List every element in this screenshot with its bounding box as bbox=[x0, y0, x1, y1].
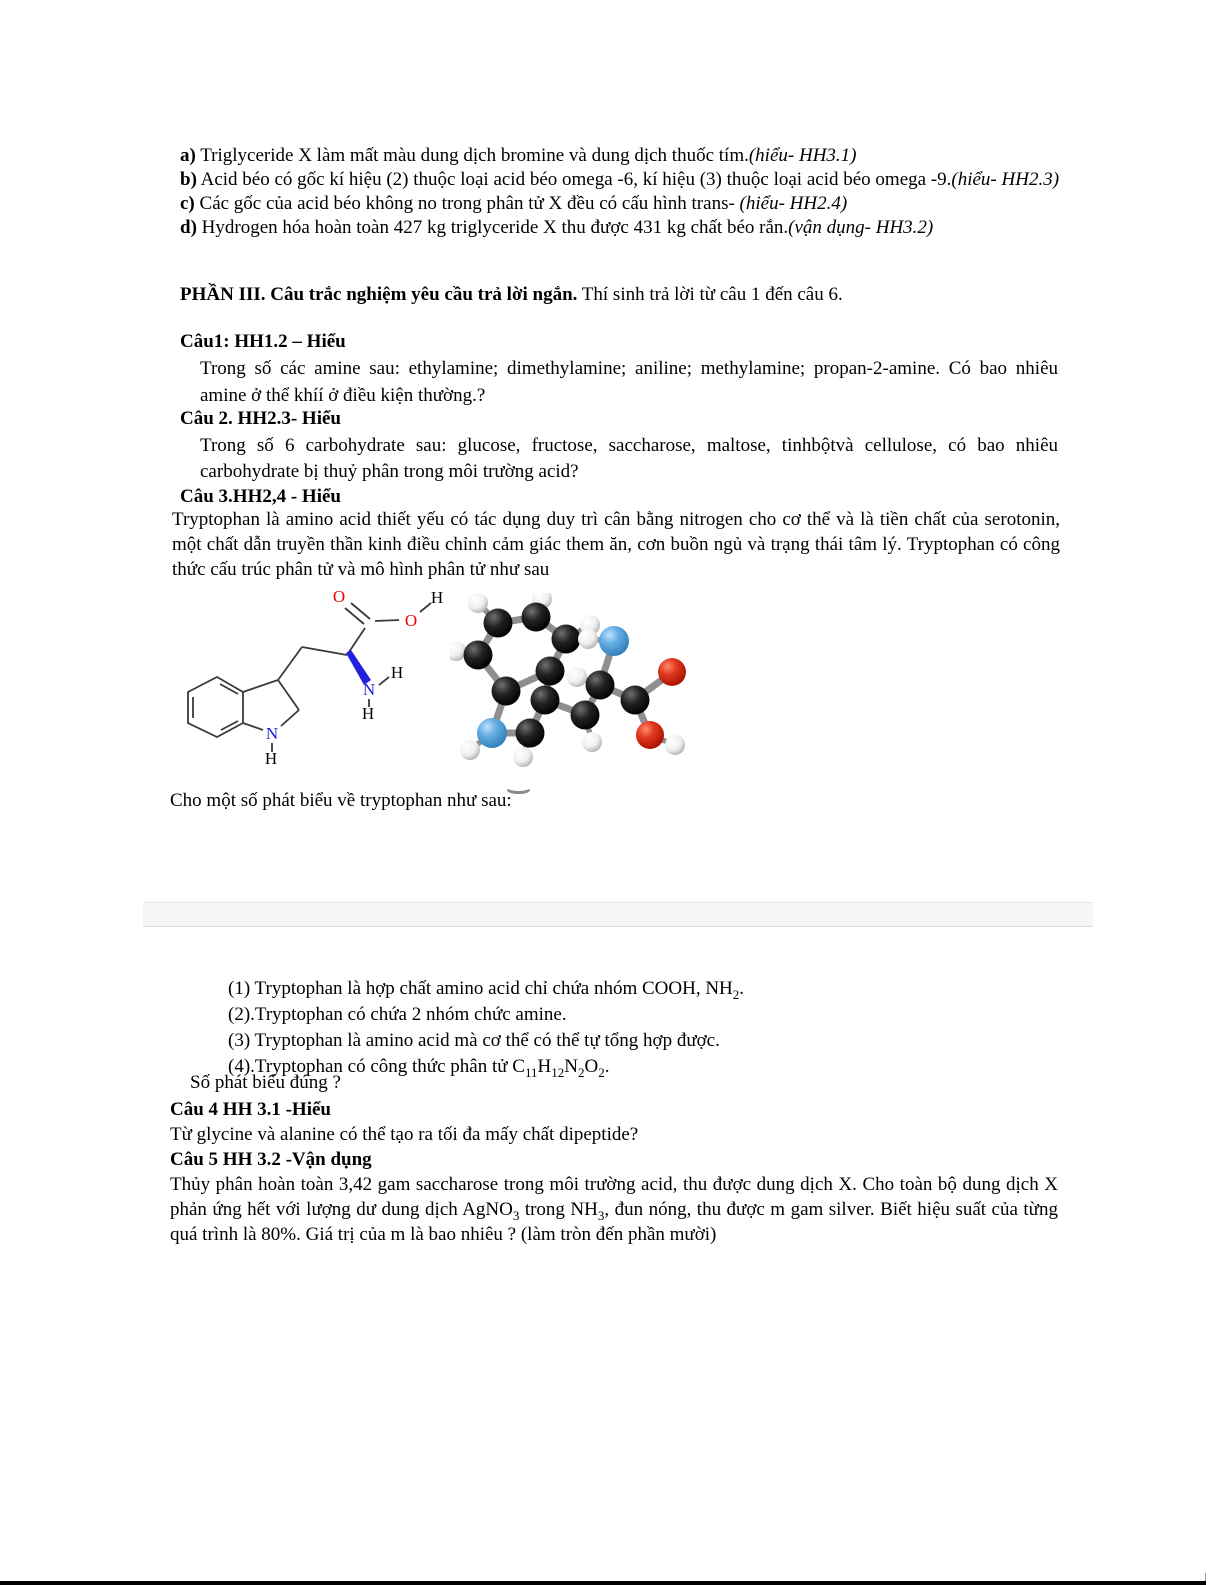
question5-text3: , đun nóng, thu được m gam silver. Biết hiệu suất của từng quá trình là 80%. Giá trị của m là bao nhiêu ? (làm tròn đến phần mười) bbox=[170, 1199, 1058, 1245]
statement-a-label: a) bbox=[180, 145, 196, 166]
statement-d-note: (vận dụng- HH3.2) bbox=[788, 217, 934, 238]
question2-heading: Câu 2. HH2.3- Hiểu bbox=[180, 408, 341, 429]
statement-d-label: d) bbox=[180, 217, 197, 238]
statement-d bbox=[180, 216, 1060, 240]
statement4-text: (4).Tryptophan có công thức phân tử C bbox=[228, 1056, 525, 1077]
statement-c-label: c) bbox=[180, 193, 195, 214]
oxygen-label-top: O bbox=[332, 587, 346, 606]
question5-heading: Câu 5 HH 3.2 -Vận dụng bbox=[170, 1149, 372, 1170]
statement-c bbox=[180, 192, 1060, 216]
amine-hydrogen-right-label: H bbox=[390, 663, 404, 682]
page-break-band bbox=[143, 902, 1093, 927]
question3-body: Tryptophan là amino acid thiết yếu có tác dụng duy trì cân bằng nitrogen cho cơ thể và là tiền chất của serotonin, một chất dẫn truyền thần kinh điều chỉnh cảm giác them ăn, cơn buồn ngủ và trạng thái tâm lý. Tryptophan có công thức cấu trúc phân tử và mô hình phân tử như sau bbox=[172, 509, 1060, 580]
part3-heading-rest: Thí sinh trả lời từ câu 1 đến câu 6. bbox=[577, 284, 843, 305]
question5-sub1: 3 bbox=[512, 1207, 520, 1223]
question3-heading: Câu 3.HH2,4 - Hiểu bbox=[180, 486, 341, 507]
amine-hydrogen-below-label: H bbox=[361, 704, 375, 723]
question1-body: Trong số các amine sau: ethylamine; dimethylamine; aniline; methylamine; propan-2-amine. Có bao nhiêu amine ở thể khíí ở điều kiện thường.? bbox=[200, 358, 1058, 406]
statement-a bbox=[180, 144, 1060, 168]
question5-sub2: 3 bbox=[597, 1207, 605, 1223]
statement4-sub3: 2 bbox=[577, 1064, 585, 1080]
statement4-m3: O bbox=[584, 1056, 599, 1077]
statement-b-text: Acid béo có gốc kí hiệu (2) thuộc loại acid béo omega -6, kí hiệu (3) thuộc loại acid béo omega -9. bbox=[196, 169, 952, 190]
indole-nitrogen-label: N bbox=[265, 724, 279, 743]
statements-intro: Cho một số phát biểu về tryptophan như sau: bbox=[170, 790, 512, 811]
statement-b-label: b) bbox=[180, 169, 197, 190]
statement4-sub1: 11 bbox=[524, 1064, 538, 1080]
part3-heading bbox=[180, 283, 1060, 307]
question4-heading: Câu 4 HH 3.1 -Hiểu bbox=[170, 1099, 331, 1120]
statement1-end: . bbox=[739, 978, 745, 999]
statement4-m1: H bbox=[537, 1056, 552, 1077]
next-page-top-border bbox=[0, 1581, 1206, 1585]
tryptophan-ball-stick-model bbox=[450, 593, 750, 800]
amine-nitrogen-label: N bbox=[362, 680, 376, 699]
indole-hydrogen-label: H bbox=[264, 749, 278, 768]
statement1-text: (1) Tryptophan là hợp chất amino acid chỉ chứa nhóm COOH, NH bbox=[228, 978, 733, 999]
statement-b-note: (hiểu- HH2.3) bbox=[951, 169, 1060, 190]
statement-a-text: Triglyceride X làm mất màu dung dịch bromine và dung dịch thuốc tím. bbox=[195, 145, 749, 166]
statement1-sub: 2 bbox=[732, 986, 740, 1002]
statement-d-text: Hydrogen hóa hoàn toàn 427 kg triglyceride X thu được 431 kg chất béo rắn. bbox=[196, 217, 789, 238]
statement-b bbox=[180, 168, 1060, 192]
next-page-side-border bbox=[1205, 1573, 1206, 1581]
tryptophan-statement-1 bbox=[228, 976, 744, 1002]
statement-c-note: (hiểu- HH2.4) bbox=[739, 193, 848, 214]
question2-body: Trong số 6 carbohydrate sau: glucose, fructose, saccharose, maltose, tinhbộtvà cellulose, có bao nhiêu carbohydrate bị thuỷ phân trong môi trường acid? bbox=[200, 435, 1058, 482]
question1-heading: Câu1: HH1.2 – Hiểu bbox=[180, 331, 346, 352]
statement4-sub2: 12 bbox=[551, 1064, 565, 1080]
tryptophan-statement-3: (3) Tryptophan là amino acid mà cơ thể có thể tự tổng hợp được. bbox=[228, 1030, 720, 1051]
statement-a-note: (hiểu- HH3.1) bbox=[748, 145, 857, 166]
count-question: Số phát biểu đúng ? bbox=[190, 1072, 341, 1093]
acid-hydrogen-label: H bbox=[430, 588, 444, 607]
oxygen-label-right: O bbox=[404, 611, 418, 630]
part3-heading-bold: PHẦN III. Câu trắc nghiệm yêu cầu trả lời ngắn. bbox=[180, 284, 578, 305]
question5-text2: trong NH bbox=[519, 1199, 598, 1220]
question5-text1: Thủy phân hoàn toàn 3,42 gam saccharose trong môi trường acid, thu được dung dịch X. Cho toàn bộ dung dịch X phản ứng hết với lượng dư dung dịch AgNO bbox=[170, 1174, 1058, 1220]
question4-body: Từ glycine và alanine có thể tạo ra tối đa mấy chất dipeptide? bbox=[170, 1124, 639, 1145]
triglyceride-statements-block bbox=[180, 144, 1060, 240]
statement4-sub4: 2 bbox=[598, 1064, 605, 1080]
tryptophan-skeletal-structure bbox=[185, 580, 450, 780]
statement-c-text: Các gốc của acid béo không no trong phân tử X đều có cấu hình trans- bbox=[194, 193, 740, 214]
question5-body bbox=[170, 1172, 1058, 1247]
ball-model-atoms bbox=[450, 593, 686, 767]
tryptophan-statements bbox=[228, 976, 744, 1080]
tryptophan-statement-2: (2).Tryptophan có chứa 2 nhóm chức amine. bbox=[228, 1004, 567, 1025]
statement4-end: . bbox=[604, 1056, 610, 1077]
statement4-m2: N bbox=[564, 1056, 578, 1077]
